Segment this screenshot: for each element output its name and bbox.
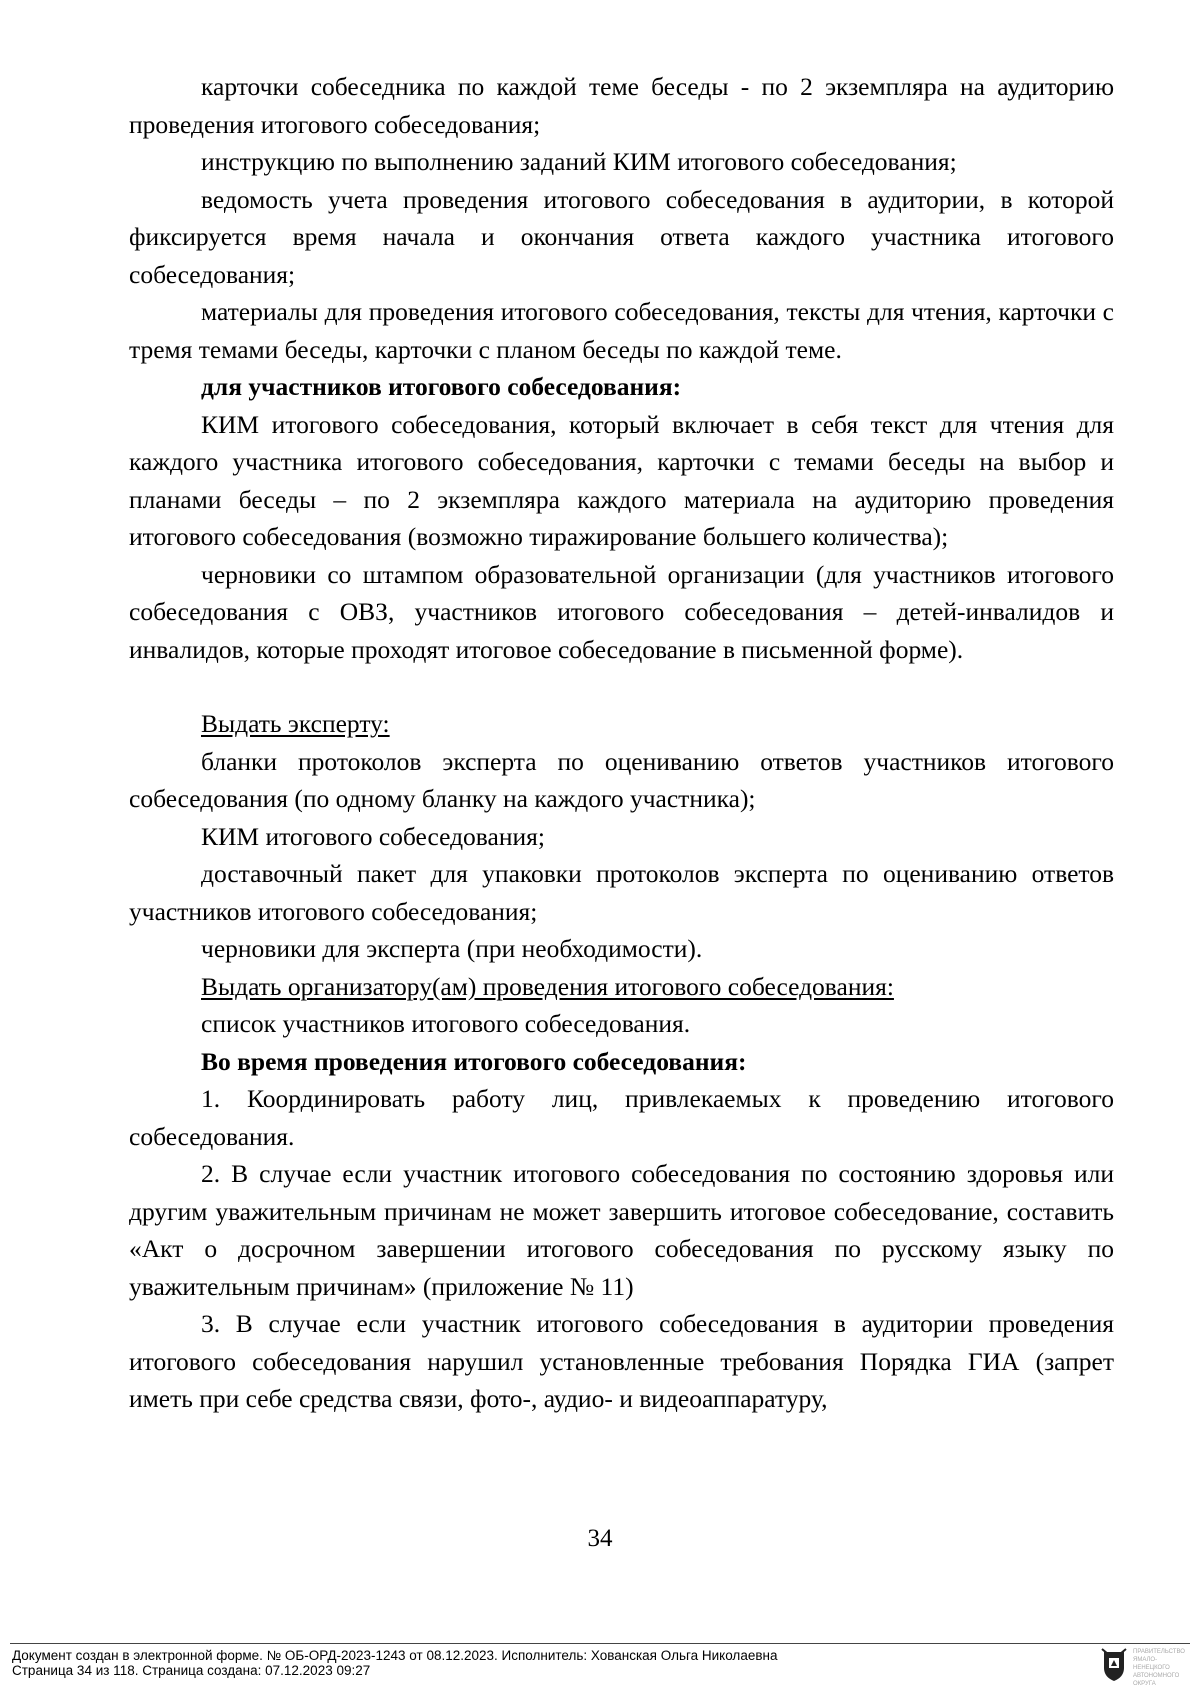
footer-line-1: Документ создан в электронной форме. № ОБ-ОРД-2023-1243 от 08.12.2023. Исполнитель: Хованская Ольга Николаевна: [12, 1648, 778, 1663]
paragraph: материалы для проведения итогового собеседования, тексты для чтения, карточки с тремя темами беседы, карточки с планом беседы по каждой теме.: [129, 297, 1114, 364]
paragraph: список участников итогового собеседования.: [201, 1009, 691, 1038]
paragraph: КИМ итогового собеседования;: [201, 821, 545, 851]
seal-caption: ПРАВИТЕЛЬСТВО ЯМАЛО-НЕНЕЦКОГО АВТОНОМНОГО ОКРУГА: [1133, 1649, 1185, 1687]
paragraph: карточки собеседника по каждой теме беседы - по 2 экземпляра на аудиторию проведения итогового собеседования;: [129, 72, 1114, 139]
document-body: [129, 68, 1114, 1418]
blank-line: [129, 668, 1114, 705]
subheading-expert: Выдать эксперту:: [201, 709, 390, 738]
footer-line-2: Страница 34 из 118. Страница создана: 07.12.2023 09:27: [12, 1663, 371, 1678]
subheading-organizer: Выдать организатору(ам) проведения итогового собеседования:: [201, 971, 894, 1001]
section-heading: для участников итогового собеседования:: [201, 372, 682, 401]
page-number: 34: [587, 1525, 613, 1552]
numbered-item: 3. В случае если участник итогового собеседования в аудитории проведения итогового собеседования нарушил установленные требования Порядка ГИА (запрет иметь при себе средства связи, фото-, аудио- и видеоаппаратуру,: [129, 1309, 1114, 1413]
document-footer: [12, 1648, 777, 1678]
footer-divider: [10, 1643, 1190, 1644]
paragraph: черновики со штампом образовательной организации (для участников итогового собеседования с ОВЗ, участников итогового собеседования – детей-инвалидов и инвалидов, которые проходят итоговое собеседование в письменной форме).: [129, 559, 1114, 664]
numbered-item: 1. Координировать работу лиц, привлекаемых к проведению итогового собеседования.: [129, 1084, 1114, 1151]
paragraph: черновики для эксперта (при необходимости).: [201, 934, 703, 963]
section-heading: Во время проведения итогового собеседования:: [201, 1046, 747, 1076]
numbered-item: 2. В случае если участник итогового собеседования по состоянию здоровья или другим уважительным причинам не может завершить итоговое собеседование, составить «Акт о досрочном завершении итогового собеседования по русскому языку по уважительным причинам» (приложение № 11): [129, 1159, 1114, 1301]
paragraph: инструкцию по выполнению заданий КИМ итогового собеседования;: [201, 147, 957, 176]
paragraph: бланки протоколов эксперта по оцениванию ответов участников итогового собеседования (по одному бланку на каждого участника);: [129, 746, 1114, 813]
paragraph: КИМ итогового собеседования, который включает в себя текст для чтения для каждого участника итогового собеседования, карточки с темами беседы на выбор и планами беседы – по 2 экземпляра каждого материала на аудиторию проведения итогового собеседования (возможно тиражирование большего количества);: [129, 409, 1114, 551]
paragraph: доставочный пакет для упаковки протоколов эксперта по оцениванию ответов участников итогового собеседования;: [129, 859, 1114, 926]
coat-of-arms-icon: [1100, 1646, 1128, 1682]
paragraph: ведомость учета проведения итогового собеседования в аудитории, в которой фиксируется время начала и окончания ответа каждого участника итогового собеседования;: [129, 184, 1114, 289]
